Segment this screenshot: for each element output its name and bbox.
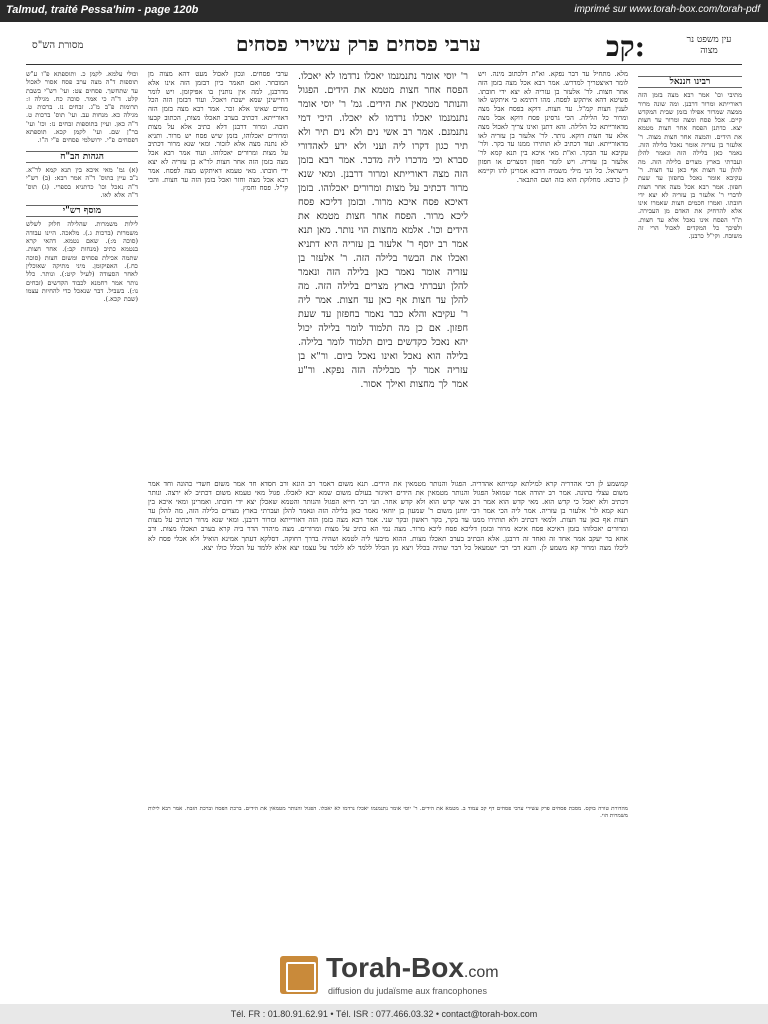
chapter-title: ערבי פסחים פרק עשירי פסחים (236, 32, 481, 56)
logo-tagline: diffusion du judaïsme aux francophones (328, 986, 487, 996)
box-icon (280, 956, 318, 994)
tosafot-text: ערבי פסחים. ונכון לאכול מעט דהא מצוה מן המובחר. ואם תאמר כיון דבזמן הזה אינו אלא מדרבנן, למה אין נותנין בו אפיקומן. ויש לומר דחיישינן שמא ישכח ויאכל. ועוד דבזמן הזה הכל מודים שאינו אלא זכר. אמר רבא מצה בזמן הזה דאורייתא. דכתיב בערב תאכלו מצות, הכתוב קבעו חובה. ומרור דרבנן דלא כתיב אלא על מצות ומרורים יאכלוהו, בזמן שיש פסח יש מרור. ותניא לא נתנה מצה אלא לזכור. ומאי שנא מרור דכתיב על מצות ומרורים יאכלוהו. ועוד אמר רבא אכל מצה בזמן הזה אחר חצות לר"א בן עזריה לא יצא ידי חובתו. מאי טעמא דאיתקש מצה לפסח. אמר רבא אכל מצה וחזר ואכל בזמן הזה עד חצות. והכי קי"ל. פסח וחמץ. (148, 70, 288, 193)
hagahot-text: (א) גמ' מאי איכא בין תנא קמא לר"א. נ"ב עיין בתוס' ד"ה אמר רבא: (ב) רש"י ד"ה נאכל וכו' כדתניא בספרי. (ג) תוס' ד"ה אלא לאו. (26, 165, 138, 199)
side-title: עין משפט נר מצוה (686, 35, 732, 56)
margin-left-column (26, 70, 138, 830)
footnote-block: מהדורת טורה בוקס. מסכת פסחים פרק עשירי ערבי פסחים דף קכ עמוד ב. מטמא את הידים. ר' יוסי אומר נתנמנמו יאכלו נרדמו לא יאכלו. הפגול והנותר מטמאין את הידים. ברכת הפסח וברכת הזבח. אמר רבא לילות משמרות הוי. (148, 806, 628, 819)
lower-commentary (148, 480, 628, 800)
margin-right-column (638, 70, 742, 830)
gemara-column (298, 70, 468, 470)
print-source: imprimé sur www.torah-box.com/torah-pdf (574, 4, 760, 15)
rabbenu-text: מתיבי וכו' אמר רבא מצה בזמן הזה דאורייתא ומרור דרבנן. ומה שונה מרור ממצה שמרור אפילו בזמן שבית המקדש קיים. אכל פסח ומצה ומרור עד חצות יצא. כדתנן הפסח אחר חצות מטמא את הידים. והמצה אחר חצות מצוה. ר' אלעזר בן עזריה אומר נאכל בלילה הזה. נאמר כאן בלילה הזה ונאמר להלן ועברתי בארץ מצרים בלילה הזה. מה להלן עד חצות אף כאן עד חצות. ר' עקיבא אומר נאכל בחפזון עד שעת חפזון. אמר רבא אכל מצה אחר חצות לדברי ר' אלעזר בן עזריה לא יצא ידי חובתו. ואמרו חכמים חצות שאמרו אינו אלא להרחיק את האדם מן העבירה. ת"ר הפסח אינו נאכל אלא עד חצות. ולפיכך כל המקדים לאכול הרי זה משובח. וקי"ל כרבנן. (638, 91, 742, 241)
talmud-page (26, 30, 742, 950)
section-heading-musaf: מוסף רש"י (26, 205, 138, 217)
document-title: Talmud, traité Pessa'him - page 120b (6, 4, 199, 16)
rashi-text: מלא. מתחיל עד דבר נפקא. וא"ת דלכתוב מינה. ויש לומר דאיצטריך למדרש. אמר רבא אכל מצה בזמן הזה אחר חצות. לר' אלעזר בן עזריה לא יצא ידי חובתו. פשיטא דהא איתקש לפסח. מהו דתימא כי איתקש לאו לענין חצות קמ"ל. עד חצות. דוקא בפסח אבל מצה ומרור כל הלילה. הכי גרסינן פסח דוקא אבל מצה מדאורייתא כל הלילה. והא דתנן ואינו צריך לאכול מצה אלא עד חצות דוקא. נותר. לר' אלעזר בן עזריה לאו מדאורייתא. ועוד דכתיב לא תותירו ממנו עד בקר. ולר' עקיבא עד הבקר. וא"ת מאי איכא בין תנא קמא לר' אלעזר בן עזריה. ויש לומר חפזון דמצרים או חפזון דישראל. כל הני מילי משמיה דרבא אמרינן להו וקיימא לן כרבא. מחלוקת הוא בזה ושם התבאר. (478, 70, 628, 184)
logo-brand: Torah-Box.com (326, 952, 499, 983)
section-heading-hagahot: הגהות הב"ח (26, 151, 138, 163)
contact-footer: Tél. FR : 01.80.91.62.91 • Tél. ISR : 077.466.03.32 • contact@torah-box.com (0, 1004, 768, 1024)
musaf-text: לילות משמרות. שהלילה חלוק לשלש משמרות (ברכות ג.). מלאכה. היינו עבודה (סוכה מ:). שאם נטמא. דהאי קרא בנטמא כתיב (מנחות קב:). אחר חצות. שתמה אכילת פסחים ומשום חצות (סוכה כח.). האפיקומן. מיני מתיקה שאוכלין לאחר הסעודה (לעיל קיט:). ונותר. כלל נותר אמר רחמנא לכבוד הקדשים (זבחים נו:). בשביל. דבר שנאכל כדי להחיות עצמו (שבת קכא.). (26, 220, 138, 304)
lower-commentary-text: קמשמע לן דכי אהדריה קרא למילתא קמייתא אהדריה. הפגול והנותר מטמאין את הידים. תנא משום דאמר רב הונא ורב חסדא חד אמר משום חשדי כהונה וחד אמר משום עצלי כהונה. אמר רב יהודה אמר שמואל הפגול והנותר מטמאין את הידים דאיגזר בעולם משום שמא יבא לאכלו. פגול מאי טעמא משום דכתיב לא ירצה. ונותר דכתיב ולא יאכל כי קדש הוא. מאי קדש הוא אמר רב אשי קדש הוא ולא קדש אחר. תני רבי חייא הפגול והנותר והטמא שאכלן יצא ידי חובתו. ואמרינן ומאי איכא בין תנא קמא לר' אלעזר בן עזריה. אמר ליה הכי אמר רבי יוחנן משום ר' שמעון בן יוחאי נאמר כאן בלילה הזה ונאמר להלן ועברתי בארץ מצרים בלילה הזה, מה להלן עד חצות אף כאן עד חצות. ולמאי דכתיב ולא תותירו ממנו עד בקר, בקר ראשון ובקר שני. אמר רבא מצה בזמן הזה דאורייתא ומרור דרבנן. ומאי שנא מרור דכתיב על מצות ומרורים יאכלוהו בזמן דאיכא פסח איכא מרור ובזמן דליכא פסח ליכא מרור. מצה נמי הא כתיב על מצות ומרורים. מצה מיהדר הדר ביה קרא בערב תאכלו מצות. ורב אחא בר יעקב אמר אחד זה ואחד זה דרבנן. אלא הכתיב בערב תאכלו מצות. ההוא מיבעי ליה לטמא ושהיה בדרך רחוקה. דסלקא דעתך אמינא הואיל ולא אכלי פסח לא ליכלו מצה ומרור קא משמע לן. ותנא דבי רבי ישמעאל כל דבר שהיה בכלל ויצא מן הכלל ללמד לא ללמד על עצמו יצא אלא ללמד על הכלל כולו יצא. (148, 480, 628, 552)
top-bar (0, 0, 768, 22)
page-header (26, 30, 742, 65)
torah-box-logo (270, 948, 510, 1012)
daf-number: קכ: (606, 30, 646, 63)
gemara-text: ר' יוסי אומר נתנמנמו יאכלו נרדמו לא יאכלו. הפסח אחר חצות מטמא את הידים. הפגול והנותר מטמאין את הידים. גמ' ר' יוסי אומר נתנמנמו יאכלו נרדמו לא יאכלו. היכי דמי נתנמנם. אמר רב אשי נים ולא נים תיר ולא תיר כגון דקרו ליה ועני ולא ידע לאהדורי סברא וכי מדכרו ליה מדכר. אמר רבא בזמן הזה מצה דאורייתא ומרור דרבנן. ומאי שנא מרור דכתיב על מצות ומרורים יאכלוהו. בזמן דאיכא פסח איכא מרור. ובזמן דליכא פסח ליכא מרור. הפסח אחר חצות מטמא את הידים וכו'. אלמא מחצות הוי נותר. מאן תנא אמר רב יוסף ר' אלעזר בן עזריה היא דתניא ואכלו את הבשר בלילה הזה. ר' אלעזר בן עזריה אומר נאמר כאן בלילה הזה ונאמר להלן ועברתי בארץ מצרים בלילה הזה. מה להלן עד חצות אף כאן עד חצות. אמר ליה ר' עקיבא והלא כבר נאמר בחפזון עד שעת חפזון. אם כן מה תלמוד לומר בלילה יכול יהא נאכל כקדשים ביום תלמוד לומר בלילה. בלילה הוא נאכל ואינו נאכל ביום. ור"א בן עזריה אמר לך מבלילה הזה נפקא. ור"ע אמר לך מחצות ואילך אסור. (298, 71, 468, 390)
tractate-label: מסורת הש"ס (32, 40, 84, 51)
section-heading-rabbenu: רבינו חננאל (638, 76, 742, 88)
tosafot-column (148, 70, 288, 470)
rashi-column (478, 70, 628, 470)
margin-references: וכולי עלמא. לקמן כ. ותוספתא פ"ו ע"ש תוספות ד"ה מצה ערב פסח אסור לאכול עד שתחשך. פסחים צט: ועי' רש"י בשבת קלט. ד"ה כי אמר. סוכה כח. מגילה ז: תרומות פ"ב מ"ג. זבחים נז. ברכות ט. מגילה כא. מנחות עב. ועי' תוס' ברכות ט. ד"ה כאן. ועיין בתוספות זבחים נז: וכו' ועי' בר"ן שם. ועי' לקמן קכא. תוספתא דפסחים פ"י. ירושלמי פסחים פ"י ה"ו. (26, 70, 138, 145)
